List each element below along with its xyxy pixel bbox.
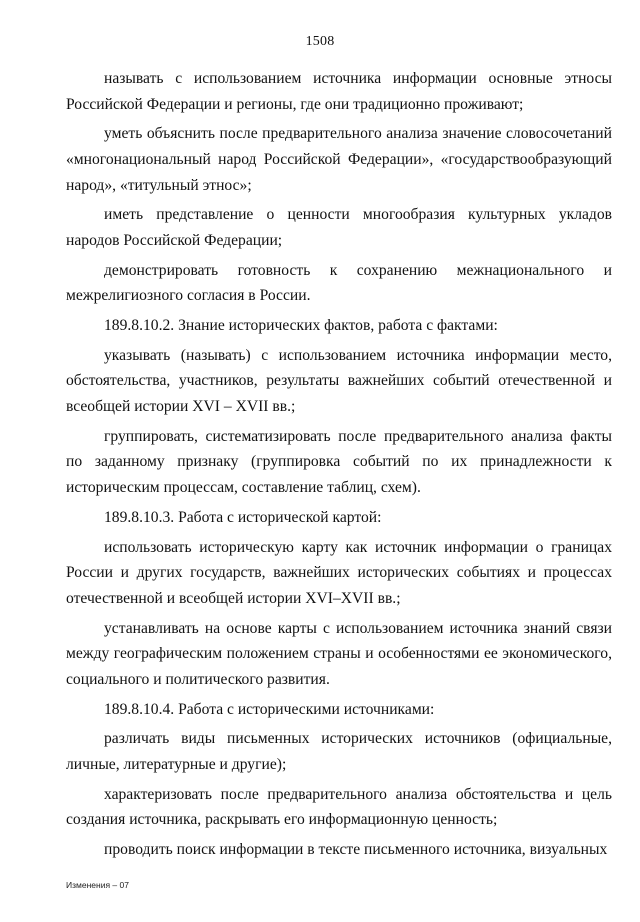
section-heading: 189.8.10.2. Знание исторических фактов, работа с фактами: xyxy=(104,317,498,335)
paragraph: группировать, систематизировать после предварительного анализа факты по заданному признаку (группировка событий по их принадлежности к историческим процессам, составление таблиц, схем). xyxy=(66,427,612,497)
section-heading: 189.8.10.3. Работа с исторической картой: xyxy=(104,508,382,526)
paragraph: проводить поиск информации в тексте письменного источника, визуальных xyxy=(104,841,608,859)
paragraph: характеризовать после предварительного анализа обстоятельства и цель создания источника, раскрывать его информационную ценность; xyxy=(66,785,612,829)
paragraph: иметь представление о ценности многообразия культурных укладов народов Российской Федерации; xyxy=(66,206,612,249)
paragraph: демонстрировать готовность к сохранению межнационального и межрелигиозного согласия в России. xyxy=(66,261,612,305)
paragraph: называть с использованием источника информации основные этносы Российской Федерации и регионы, где они традиционно проживают; xyxy=(66,70,612,113)
document-body xyxy=(66,66,612,867)
paragraph: устанавливать на основе карты с использованием источника знаний связи между географическим положением страны и особенностями ее экономического, социального и политического развития. xyxy=(66,619,612,688)
paragraph: различать виды письменных исторических источников (официальные, личные, литературные и другие); xyxy=(66,730,612,773)
paragraph: указывать (называть) с использованием источника информации место, обстоятельства, участников, результаты важнейших событий отечественной и всеобщей истории XVI – XVII вв.; xyxy=(66,346,612,416)
section-heading: 189.8.10.4. Работа с историческими источниками: xyxy=(104,700,435,718)
page-number: 1508 xyxy=(305,34,335,49)
paragraph: уметь объяснить после предварительного анализа значение словосочетаний «многонациональный народ Российской Федерации», «государствообразующий народ», «титульный этнос»; xyxy=(66,125,612,194)
revision-footer: Изменения – 07 xyxy=(66,880,129,890)
paragraph: использовать историческую карту как источник информации о границах России и других государств, важнейших исторических событиях и процессах отечественной и всеобщей истории XVI–XVII вв.; xyxy=(66,538,612,607)
